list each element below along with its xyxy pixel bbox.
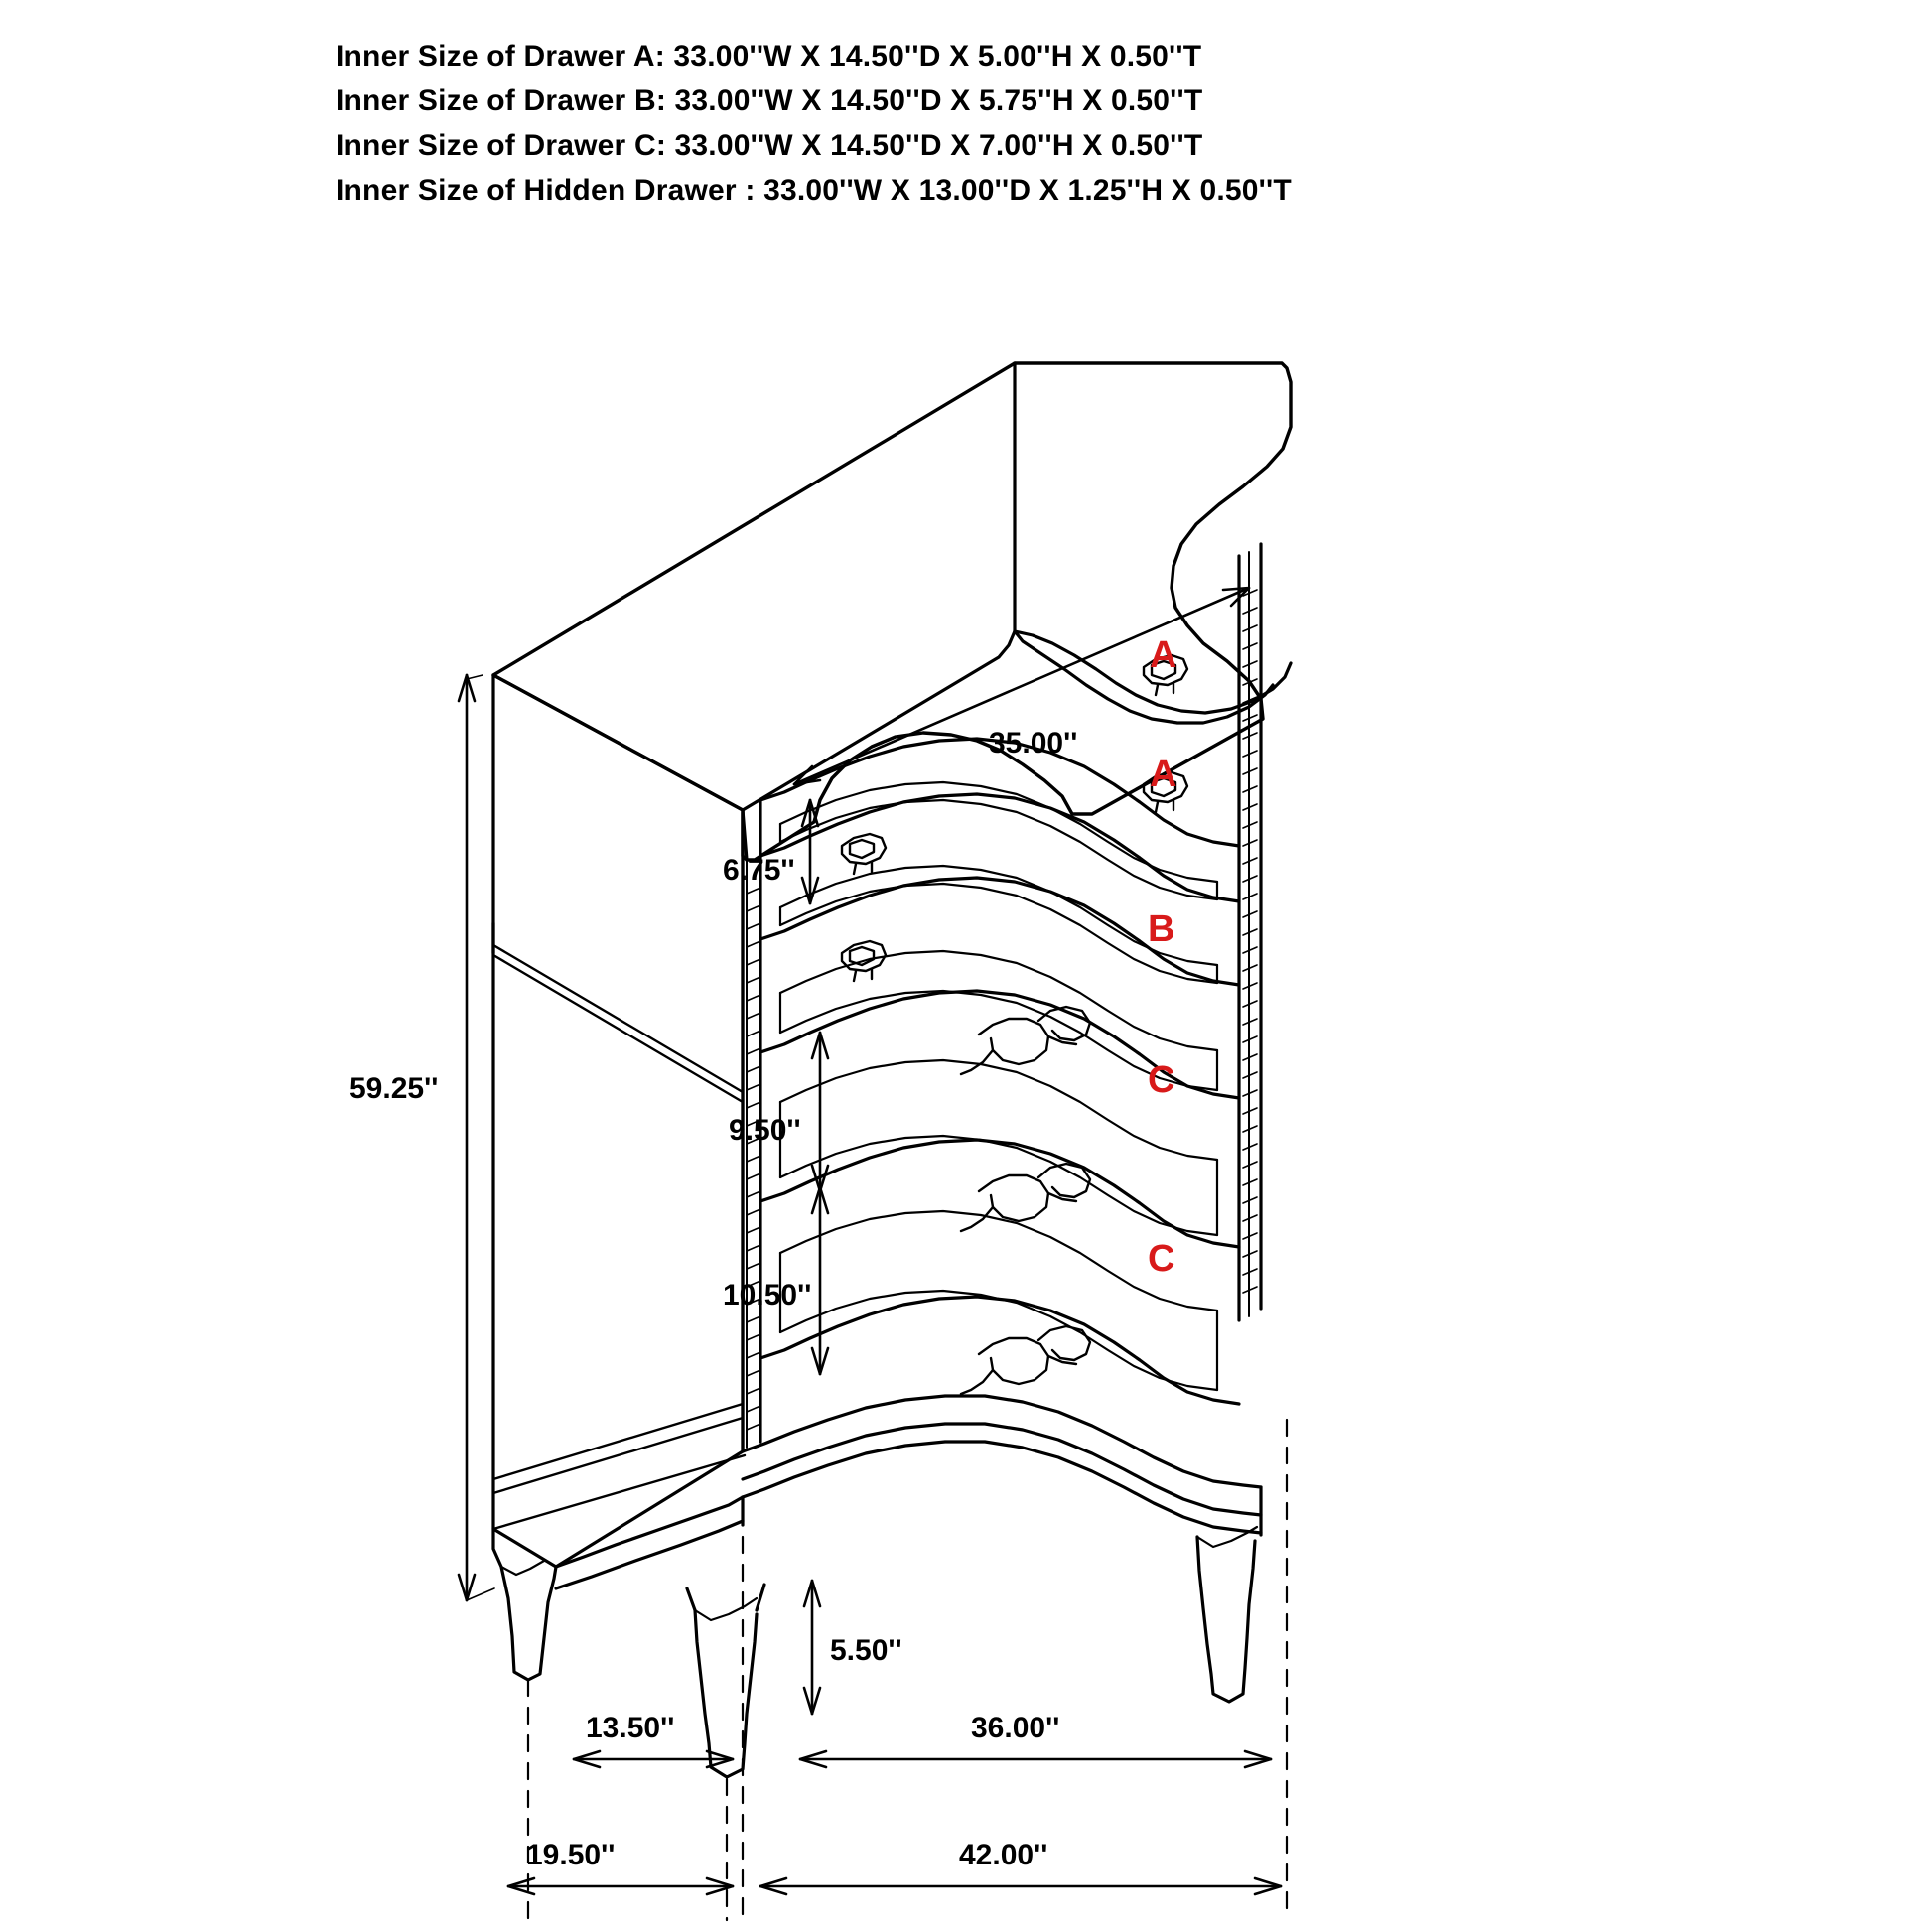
drawer-label-c2: C <box>1148 1238 1175 1280</box>
label-drawer-c-height: 10.50'' <box>723 1279 812 1311</box>
label-front-width: 36.00'' <box>971 1712 1060 1744</box>
label-drawer-a-height: 6.75'' <box>723 854 795 887</box>
spec-line-drawer-a: Inner Size of Drawer A: 33.00''W X 14.50''D X 5.00''H X 0.50''T <box>336 40 1202 72</box>
label-side-depth-overall: 19.50'' <box>526 1839 616 1871</box>
label-overall-height: 59.25'' <box>349 1072 439 1105</box>
drawer-label-a2: A <box>1150 754 1177 795</box>
chest-left-side-panel <box>493 675 745 1567</box>
spec-line-drawer-b: Inner Size of Drawer B: 33.00''W X 14.50''D X 5.75''H X 0.50''T <box>336 84 1203 117</box>
label-front-width-overall: 42.00'' <box>959 1839 1048 1871</box>
spec-line-drawer-c: Inner Size of Drawer C: 33.00''W X 14.50''D X 7.00''H X 0.50''T <box>336 129 1203 162</box>
dimension-labels <box>349 727 1077 1871</box>
label-side-depth: 13.50'' <box>586 1712 675 1744</box>
spec-line-hidden-drawer: Inner Size of Hidden Drawer : 33.00''W X 13.00''D X 1.25''H X 0.50''T <box>336 174 1292 207</box>
drawer-label-b: B <box>1148 908 1175 950</box>
drawer-label-a1: A <box>1150 634 1177 676</box>
drawer-hardware <box>842 655 1187 1394</box>
label-drawer-b-height: 9.50'' <box>729 1114 801 1147</box>
drawer-label-c1: C <box>1148 1059 1175 1101</box>
label-leg-height: 5.50'' <box>830 1634 902 1667</box>
label-top-width: 35.00'' <box>989 727 1078 759</box>
chest-base-moulding <box>556 1396 1261 1588</box>
